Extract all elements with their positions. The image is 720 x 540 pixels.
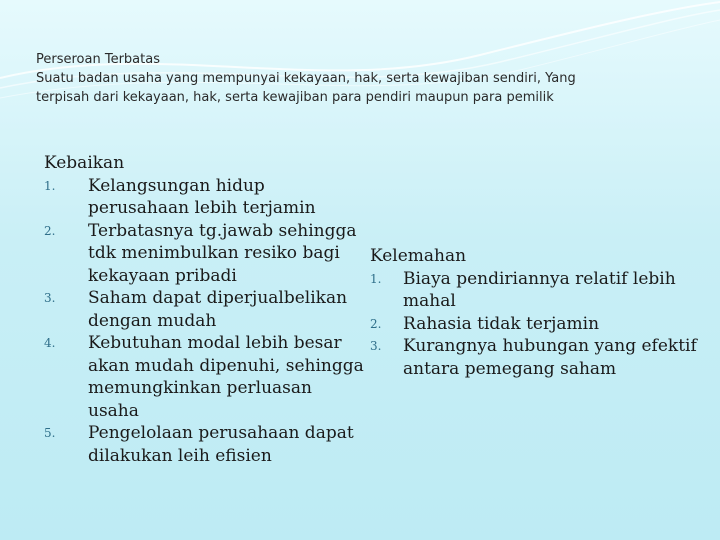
item-number: 2.: [44, 223, 56, 238]
item-number: 5.: [44, 426, 56, 440]
item-number: 3.: [370, 339, 382, 353]
slide-title: Perseroan Terbatas: [36, 52, 160, 67]
list-item: [370, 335, 700, 380]
list-item: [44, 332, 364, 422]
item-number: 3.: [44, 291, 56, 305]
item-number: 1.: [44, 178, 56, 193]
item-text: Kebutuhan modal lebih besar akan mudah dipenuhi, sehingga memungkinkan perluasan usaha: [88, 333, 364, 421]
kelemahan-list: [370, 268, 700, 381]
kebaikan-section: [44, 152, 364, 467]
item-number: 4.: [44, 336, 56, 350]
item-text: Saham dapat diperjualbelikan dengan mudah: [88, 288, 348, 331]
definition-line-2: terpisah dari kekayaan, hak, serta kewajiban para pendiri maupun para pemilik: [36, 90, 554, 105]
list-item: [370, 268, 700, 313]
item-text: Rahasia tidak terjamin: [403, 313, 600, 334]
kebaikan-list: [44, 175, 364, 468]
kebaikan-heading: Kebaikan: [44, 153, 125, 173]
list-item: [44, 287, 364, 332]
item-text: Biaya pendiriannya relatif lebih mahal: [403, 268, 676, 311]
item-text: Kelangsungan hidup perusahaan lebih terjamin: [88, 175, 316, 218]
definition-line-1: Suatu badan usaha yang mempunyai kekayaan, hak, serta kewajiban sendiri, Yang: [36, 71, 576, 86]
list-item: [44, 175, 364, 220]
slide-header: [36, 50, 676, 107]
list-item: [370, 313, 700, 336]
kelemahan-section: [370, 245, 700, 380]
item-number: 2.: [370, 316, 382, 331]
item-text: Terbatasnya tg.jawab sehingga tdk menimbulkan resiko bagi kekayaan pribadi: [88, 220, 357, 286]
kelemahan-heading: Kelemahan: [370, 246, 467, 266]
item-text: Pengelolaan perusahaan dapat dilakukan leih efisien: [88, 423, 354, 466]
list-item: [44, 422, 364, 467]
list-item: [44, 220, 364, 288]
item-number: 1.: [370, 271, 382, 286]
item-text: Kurangnya hubungan yang efektif antara pemegang saham: [403, 336, 697, 379]
